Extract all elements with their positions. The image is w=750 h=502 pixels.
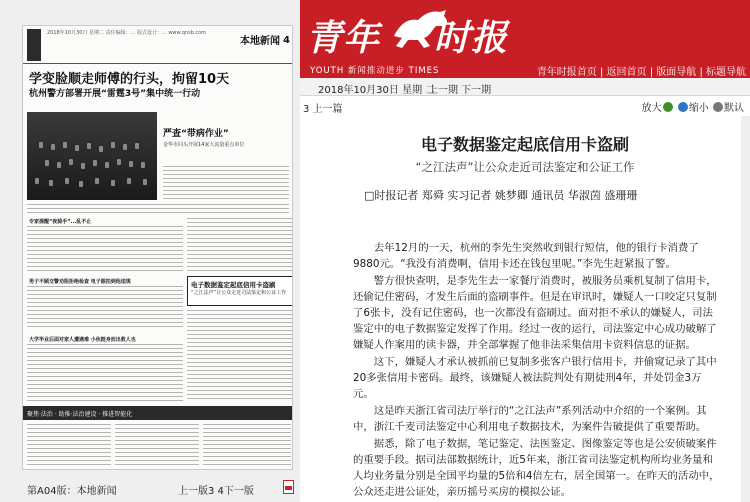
zoom-in-label: 放大: [641, 103, 662, 114]
zoom-in-button[interactable]: [642, 103, 674, 114]
article-byline: □时报记者 郑舜 实习记者 姚梦卿 通讯员 华淑茵 盛珊珊: [364, 189, 638, 202]
zoom-out-button[interactable]: [677, 103, 709, 114]
logo-text-left: 青年: [306, 17, 381, 59]
newspaper-page-pane: [0, 0, 300, 502]
issue-date: 2018年10月30日 星期 二: [318, 85, 436, 96]
page-nav-links[interactable]: 上一版3 4下一版: [178, 486, 254, 497]
page-number: 4: [283, 35, 290, 46]
article-content: [300, 116, 750, 502]
page-minihead[interactable]: 专家提醒“夜骑手”...乱不止: [29, 219, 92, 225]
newspaper-page-image[interactable]: [22, 25, 293, 470]
page-box-title: 电子数据鉴定起底信用卡盗刷: [191, 281, 276, 289]
text-column: [115, 424, 199, 466]
date-bar: [300, 78, 750, 96]
zoom-controls: [642, 99, 744, 114]
text-column: [187, 218, 293, 272]
paper-logo: [27, 29, 41, 61]
text-column: [27, 424, 111, 466]
page-box-subtitle: “之江法声”让公众走近司法鉴定和公证工作: [191, 290, 287, 296]
text-column: [203, 424, 291, 466]
page-masthead: [23, 26, 293, 64]
page-side-title: 严查“带病作业”: [163, 129, 229, 139]
site-header: [300, 0, 750, 78]
text-column: [163, 166, 289, 202]
site-tagline: YOUTH 新闻推动进步 TIMES: [310, 66, 440, 76]
page-photo: [27, 112, 157, 200]
text-column: [27, 204, 289, 216]
page-side-subtitle: 金华市回头开展14家大流量重点单位: [163, 142, 245, 148]
page-small-masthead: 2018年10月30日 星期二 责任编辑：... 版式设计：... www.qnsb.com: [47, 30, 207, 36]
zoom-out-label: 缩小: [688, 103, 709, 114]
reset-zoom-button[interactable]: [712, 103, 744, 114]
article-paragraph: 这是昨天浙江省司法厅举行的“之江法声”系列活动中介绍的一个案例。其中，浙江千麦司法鉴定中心利用电子数据技术，为案件告破提供了重要帮助。: [353, 405, 707, 433]
reset-icon: [713, 102, 723, 112]
article-subtitle: “之江法声”让公众走近司法鉴定和公证工作: [415, 160, 635, 174]
article-paragraph: 据悉，除了电子数据，笔记鉴定、法医鉴定、图像鉴定等也是公安侦破案件的重要手段。据司法部数据统计，近5年来，浙江省司法鉴定机构所均业务量和人均业务量分别是全国平均量的5倍和4倍左右，居全国第一。在昨天的活动中，公众还走进公证处，亲历摇号买房的模拟公证。: [353, 438, 720, 498]
page-banner: 聚焦·法治 · 助推·法治建设 · 推进智能化: [23, 406, 293, 420]
page-subheadline[interactable]: 杭州警方部署开展“雷霆3号”集中统一行动: [29, 89, 201, 99]
page-minihead[interactable]: 大学毕业后面对家人遭遇难 小伙挺身而出救人也: [29, 337, 136, 343]
article-title: 电子数据鉴定起底信用卡盗刷: [420, 135, 629, 154]
article-prev-link[interactable]: 3 上一篇: [303, 104, 343, 115]
horse-logo-icon: [390, 6, 452, 52]
header-nav-links[interactable]: 青年时报首页 | 返回首页 | 版面导航 | 标题导航: [536, 67, 746, 78]
reset-label: 默认: [724, 103, 744, 114]
text-column: [27, 286, 183, 330]
text-column: [187, 310, 293, 402]
article-paragraph: 警方很快查明，是李先生去一家餐厅消费时，被服务员乘机复制了信用卡，还偷记住密码，才发生后面的盗刷事件。但是在审讯时，嫌疑人一口咬定只复制了6张卡，没有记住密码，也一次都没有盗刷过。面对拒不承认的嫌疑人，司法鉴定中的电子数据鉴定发挥了作用。经过一夜的运行，司法鉴定中心成功破解了嫌疑人作案用的读卡器，并全部掌握了他非法采集信用卡资料信息的证据。: [353, 275, 717, 351]
page-footer: [0, 476, 300, 502]
article-body: [353, 240, 721, 501]
issue-nav[interactable]: 上一期 下一期: [428, 85, 492, 96]
article-paragraph: 去年12月的一天，杭州的李先生突然收到银行短信，他的银行卡消费了9880元。“我没有消费啊，信用卡还在钱包里呢。”李先生赶紧报了警。: [353, 242, 699, 270]
text-column: [27, 226, 183, 272]
page-headline[interactable]: 学变脸顺走师傅的行头，拘留10天: [29, 72, 230, 87]
page-section-label: 本地新闻: [240, 36, 280, 47]
logo-text-right: 时报: [434, 17, 509, 59]
text-column: [27, 344, 183, 402]
scrollbar[interactable]: [741, 116, 750, 502]
page-minihead[interactable]: 男子不顾交警劝阻拒绝检查 电子眼拍到他违规: [29, 279, 131, 285]
zoom-in-icon: [663, 102, 673, 112]
article-toolbar: [300, 96, 750, 116]
page-label: 第A04版：本地新闻: [27, 486, 117, 497]
pdf-icon[interactable]: [283, 480, 294, 494]
page-article-box-highlight[interactable]: [187, 276, 293, 306]
article-paragraph: 这下，嫌疑人才承认被抓前已复制多张客户银行信用卡，并偷窥记录了其中20多张信用卡密码。最终，该嫌疑人被法院判处有期徒刑4年，并处罚金3万元。: [353, 356, 717, 400]
zoom-out-icon: [678, 102, 688, 112]
